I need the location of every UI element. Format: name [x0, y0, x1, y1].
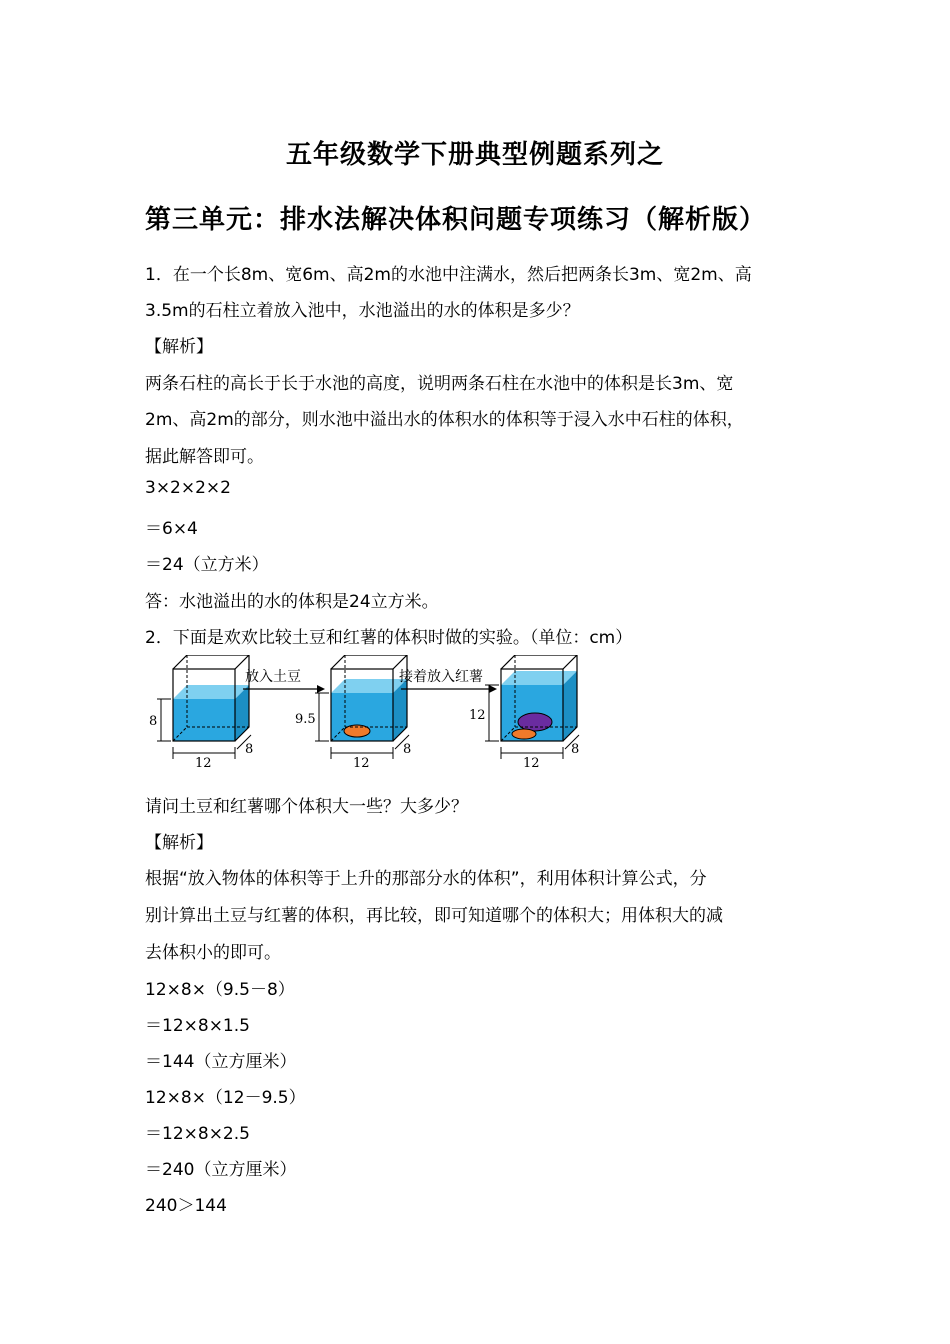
q2-analysis-line2: 别计算出土豆与红薯的体积，再比较，即可知道哪个的体积大；用体积大的减	[145, 906, 723, 926]
q2-analysis-label: 【解析】	[145, 833, 213, 853]
q1-analysis-line1: 两条石柱的高长于长于水池的高度，说明两条石柱在水池中的体积是长3m、宽	[145, 374, 734, 394]
tank-2-height-label: 9.5	[295, 712, 316, 727]
tank-1-length-label: 12	[195, 756, 212, 770]
tank-1	[149, 655, 253, 770]
q2-calc-line6: ＝240（立方厘米）	[145, 1160, 297, 1180]
q2-analysis-line3: 去体积小的即可。	[145, 943, 281, 963]
q2-calc-line7: 240＞144	[145, 1196, 227, 1216]
q1-text-line2: 3.5m的石柱立着放入池中，水池溢出的水的体积是多少？	[145, 301, 580, 321]
tank-3-height-label: 12	[469, 708, 486, 723]
tank-1-width-label: 8	[245, 742, 254, 757]
q1-text-line1: 1．在一个长8m、宽6m、高2m的水池中注满水，然后把两条长3m、宽2m、高	[145, 265, 752, 285]
q1-calc-line2: ＝6×4	[145, 519, 198, 539]
q2-calc-line5: ＝12×8×2.5	[145, 1124, 250, 1144]
arrow-1	[243, 668, 325, 693]
q1-calc-line3: ＝24（立方米）	[145, 555, 269, 575]
q1-analysis-line2: 2m、高2m的部分，则水池中溢出水的体积水的体积等于浸入水中石柱的体积，	[145, 410, 744, 430]
tank-2	[295, 655, 411, 770]
q2-question: 请问土豆和红薯哪个体积大一些？大多少？	[145, 797, 468, 817]
q2-calc-line1: 12×8×（9.5－8）	[145, 980, 295, 1000]
arrow-1-label: 放入土豆	[245, 669, 301, 685]
tank-1-height-label: 8	[149, 714, 158, 729]
tank-1-water-front	[173, 699, 235, 741]
q2-calc-line2: ＝12×8×1.5	[145, 1016, 250, 1036]
arrow-2	[399, 668, 497, 693]
tank-3-length-label: 12	[523, 756, 540, 770]
q2-analysis-line1: 根据“放入物体的体积等于上升的那部分水的体积”，利用体积计算公式，分	[145, 869, 707, 889]
potato-icon	[512, 729, 536, 739]
experiment-figure	[145, 655, 585, 770]
page-title: 五年级数学下册典型例题系列之	[285, 140, 664, 170]
tank-2-width-label: 8	[403, 742, 412, 757]
tank-3	[469, 655, 579, 770]
q2-text-line1: 2．下面是欢欢比较土豆和红薯的体积时做的实验。（单位：cm）	[145, 628, 633, 648]
page-subtitle: 第三单元：排水法解决体积问题专项练习（解析版）	[145, 205, 767, 235]
q1-answer: 答：水池溢出的水的体积是24立方米。	[145, 592, 439, 612]
sweet-potato-icon	[518, 713, 552, 731]
tank-3-width-label: 8	[571, 742, 580, 757]
q1-analysis-label: 【解析】	[145, 337, 213, 357]
q2-calc-line3: ＝144（立方厘米）	[145, 1052, 297, 1072]
tank-2-length-label: 12	[353, 756, 370, 770]
q1-calc-line1: 3×2×2×2	[145, 478, 231, 498]
q2-calc-line4: 12×8×（12－9.5）	[145, 1088, 306, 1108]
q1-analysis-line3: 据此解答即可。	[145, 447, 264, 467]
arrow-2-label: 接着放入红薯	[399, 669, 483, 685]
